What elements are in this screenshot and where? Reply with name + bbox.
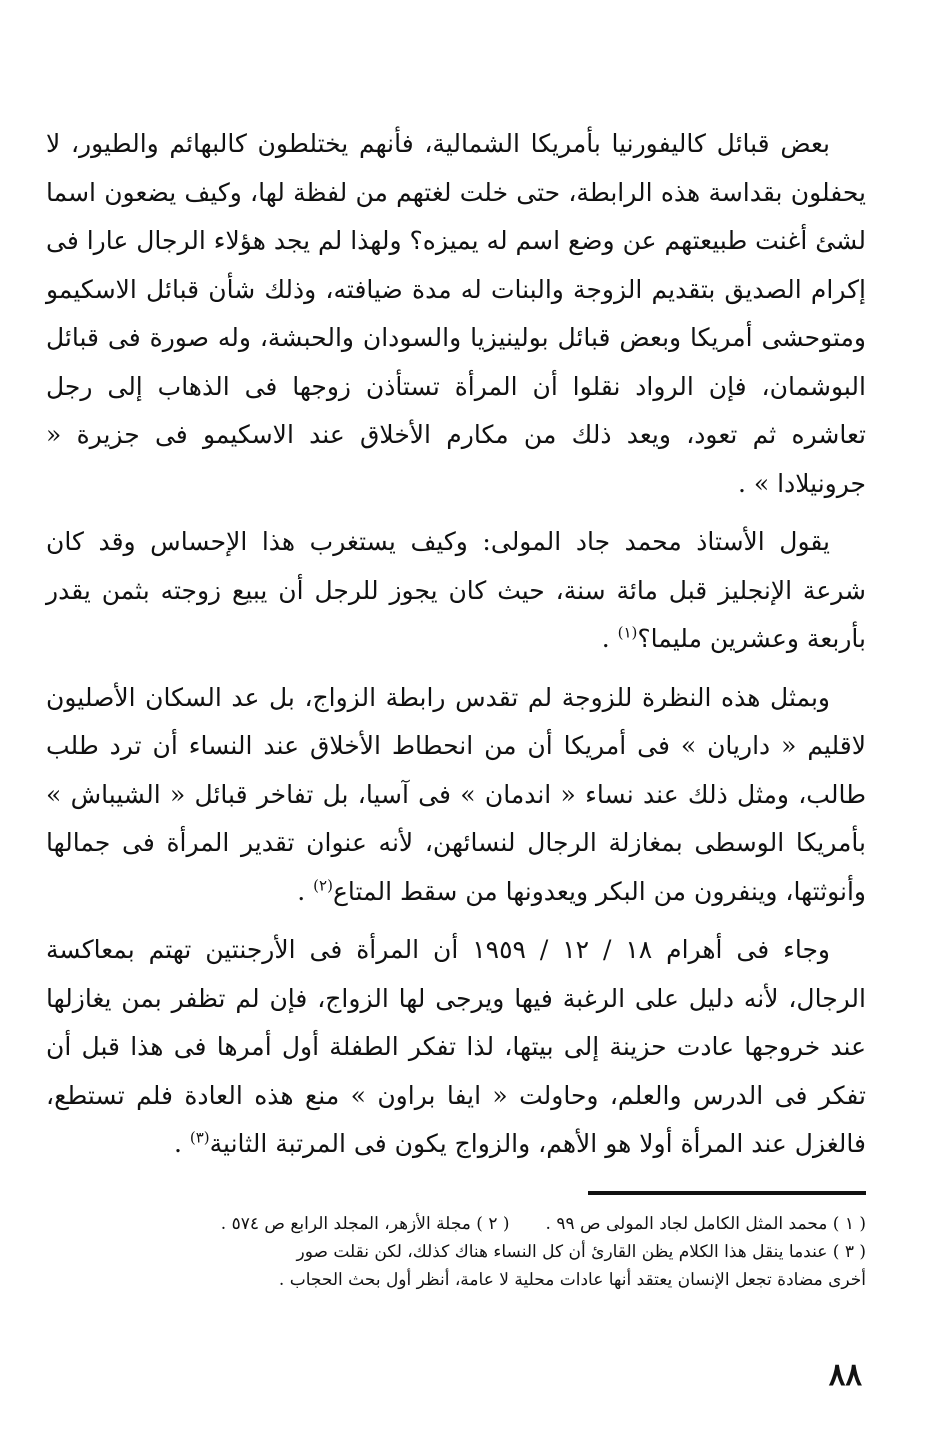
paragraph-4 [46, 926, 866, 1169]
footnote-3-line-2: أخرى مضادة تجعل الإنسان يعتقد أنها عادات محلية لا عامة، أنظر أول بحث الحجاب . [278, 1270, 866, 1290]
footnote-3-line-1: ( ٣ ) عندما ينقل هذا الكلام يظن القارئ أن كل النساء هناك كذلك، لكن نقلت صور [296, 1242, 866, 1262]
footnotes [46, 1210, 866, 1294]
footnote-ref-3: (٣) [189, 1128, 210, 1147]
paragraph-1-text: بعض قبائل كاليفورنيا بأمريكا الشمالية، فأنهم يختلطون كالبهائم والطيور، لا يحفلون بقداسة هذه الرابطة، حتى خلت لغتهم من لفظة لها، وكيف يضعون اسما لشئ أغنت طبيعتهم عن وضع اسم له يميزه؟ ولهذا لم يجد هؤلاء الرجال عارا فى إكرام الصديق بتقديم الزوجة والبنات له مدة ضيافته، وذلك شأن قبائل الاسكيمو ومتوحشى أمريكا وبعض قبائل بولينيزيا والسودان والحبشة، وله صورة فى قبائل البوشمان، فإن الرواد نقلوا أن المرأة تستأذن زوجها فى الذهاب إلى رجل تعاشره ثم تعود، ويعد ذلك من مكارم الأخلاق عند الاسكيمو فى جزيرة « جرونيلادا » . [46, 129, 866, 498]
paragraph-4-tail: . [173, 1129, 190, 1158]
footnote-ref-1: (١) [617, 623, 638, 642]
footnote-1: ( ١ ) محمد المثل الكامل لجاد المولى ص ٩٩ . [545, 1214, 866, 1234]
footnote-2: ( ٢ ) مجلة الأزهر، المجلد الرابع ص ٥٧٤ . [220, 1214, 510, 1234]
paragraph-2-tail: . [601, 624, 618, 653]
paragraph-1 [46, 120, 866, 508]
paragraph-3-tail: . [297, 876, 314, 906]
footnote-ref-2: (٢) [313, 876, 333, 895]
page-number: ٨٨ [828, 1357, 862, 1393]
paragraph-2 [46, 518, 866, 664]
paragraph-4-text: وجاء فى أهرام ١٨ / ١٢ / ١٩٥٩ أن المرأة فى الأرجنتين تهتم بمعاكسة الرجال، لأنه دليل على الرغبة فيها ويرجى لها الزواج، فإن لم تظفر بمن يغازلها عند خروجها عادت حزينة إلى بيتها، لذا تفكر الطفلة أول أمرها فى هذا قبل أن تفكر فى الدرس والعلم، وحاولت « ايفا براون » منع هذه العادة فلم تستطع، فالغزل عند المرأة أولا هو الأهم، والزواج يكون فى المرتبة الثانية [46, 935, 867, 1158]
paragraph-2-text: يقول الأستاذ محمد جاد المولى: وكيف يستغرب هذا الإحساس وقد كان شرعة الإنجليز قبل مائة سنة، حيث كان يجوز للرجل أن يبيع زوجته بثمن يقدر بأربعة وعشرين مليما؟ [46, 527, 866, 653]
footnote-line-1 [46, 1210, 866, 1238]
paragraph-3 [46, 674, 866, 917]
main-text [46, 120, 866, 1179]
paragraph-3-text: وبمثل هذه النظرة للزوجة لم تقدس رابطة الزواج، بل عد السكان الأصليون لاقليم « داريان » فى أمريكا أن من انحطاط الأخلاق عند النساء أن ترد طلب طالب، ومثل ذلك عند نساء « اندمان » فى آسيا، بل تفاخر قبائل « الشيباش » بأمريكا الوسطى بمغازلة الرجال لنسائهن، لأنه عنوان تقدير المرأة فى جمالها وأنوثتها، وينفرون من البكر ويعدونها من سقط المتاع [46, 682, 866, 906]
footnote-separator [588, 1191, 866, 1195]
